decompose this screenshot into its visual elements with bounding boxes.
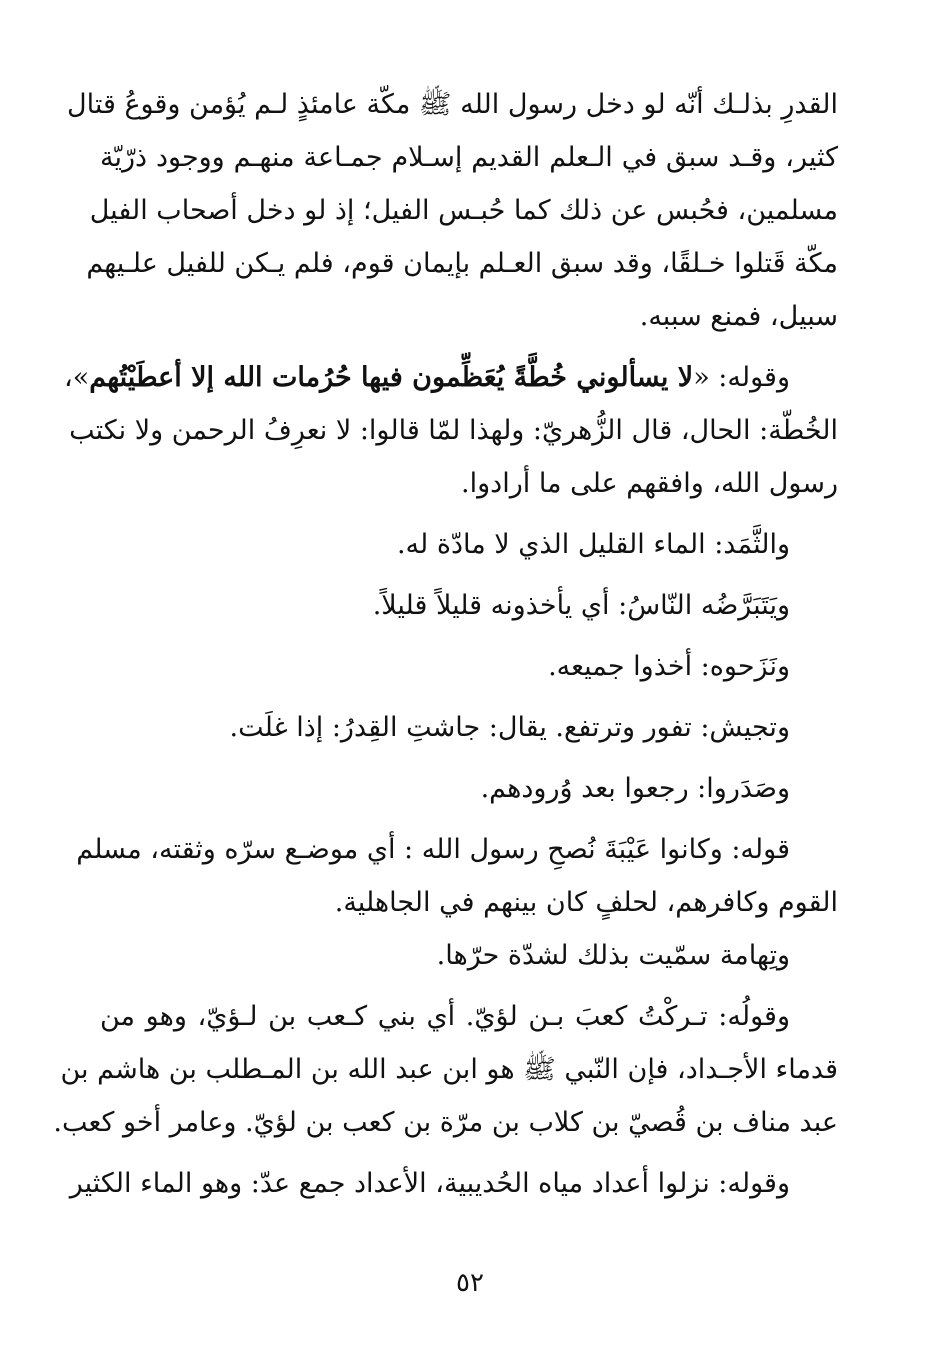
page-body bbox=[53, 78, 838, 1210]
text-line: وقوله: نزلوا أعداد مياه الحُديبية، الأعداد جمع عدّ: وهو الماء الكثير bbox=[69, 1168, 790, 1199]
text-line: مكّة قَتلوا خـلقًا، وقد سبق العـلم بإيمان قوم، فلم يـكن للفيل علـيهم bbox=[86, 248, 838, 279]
text-line: عبد مناف بن قُصيّ بن كلاب بن مرّة بن كعب بن لؤيّ. وعامر أخو كعب. bbox=[53, 1107, 838, 1138]
text-line: القوم وكافرهم، لحلفٍ كان بينهم في الجاهلية. bbox=[334, 887, 838, 918]
text-line: كثير، وقـد سبق في الـعلم القديم إسـلام جمـاعة منهـم ووجود ذرّيّة bbox=[100, 142, 838, 173]
hadith-quote: لا يسألوني خُطَّةً يُعَظِّمون فيها حُرُمات الله إلا أعطَيْتُهم bbox=[89, 362, 694, 393]
quote-close: »، bbox=[64, 362, 90, 393]
definition-line: وتِهامة سمّيت بذلك لشدّة حرّها. bbox=[436, 940, 790, 971]
text-line: قوله: وكانوا عَيْبَةَ نُصحِ رسول الله : أي موضـع سرّه وثقته، مسلم bbox=[76, 834, 790, 865]
text-line: قدماء الأجـداد، فإن النّبي ﷺ هو ابن عبد الله بن المـطلب بن هاشم بن bbox=[60, 1054, 838, 1085]
text-line: مسلمين، فحُبس عن ذلك كما حُبـس الفيل؛ إذ لو دخل أصحاب الفيل bbox=[89, 195, 838, 226]
text-line: وقولُه: تـركْتُ كعبَ بـن لؤيّ. أي بني كـعب بن لـؤيّ، وهو من bbox=[100, 1001, 790, 1032]
definition-line: ويَتَبَرَّضُه النّاسُ: أي يأخذونه قليلاً قليلاً. bbox=[372, 590, 790, 621]
definition-line: والثَّمَد: الماء القليل الذي لا مادّة له. bbox=[396, 529, 790, 560]
definition-line: وصَدَروا: رجعوا بعد وُرودهم. bbox=[480, 773, 790, 804]
quote-intro: وقوله: « bbox=[693, 362, 790, 393]
definition-line: وتجيش: تفور وترتفع. يقال: جاشتِ القِدرُ: إذا غلَت. bbox=[229, 712, 790, 743]
hadith-quote-line bbox=[64, 351, 838, 404]
page-number: ٥٢ bbox=[456, 1268, 484, 1298]
text-line: القدرِ بذلـك أنّه لو دخل رسول الله ﷺ مكّة عامئذٍ لـم يُؤمن وقوعُ قتال bbox=[66, 89, 838, 120]
text-line: سبيل، فمنع سببه. bbox=[639, 301, 838, 332]
text-line: الخُطّة: الحال، قال الزُّهريّ: ولهذا لمّا قالوا: لا نعرِفُ الرحمن ولا نكتب bbox=[69, 415, 838, 446]
text-line: رسول الله، وافقهم على ما أرادوا. bbox=[461, 468, 838, 499]
definition-line: ونَزَحوه: أخذوا جميعه. bbox=[548, 651, 790, 682]
